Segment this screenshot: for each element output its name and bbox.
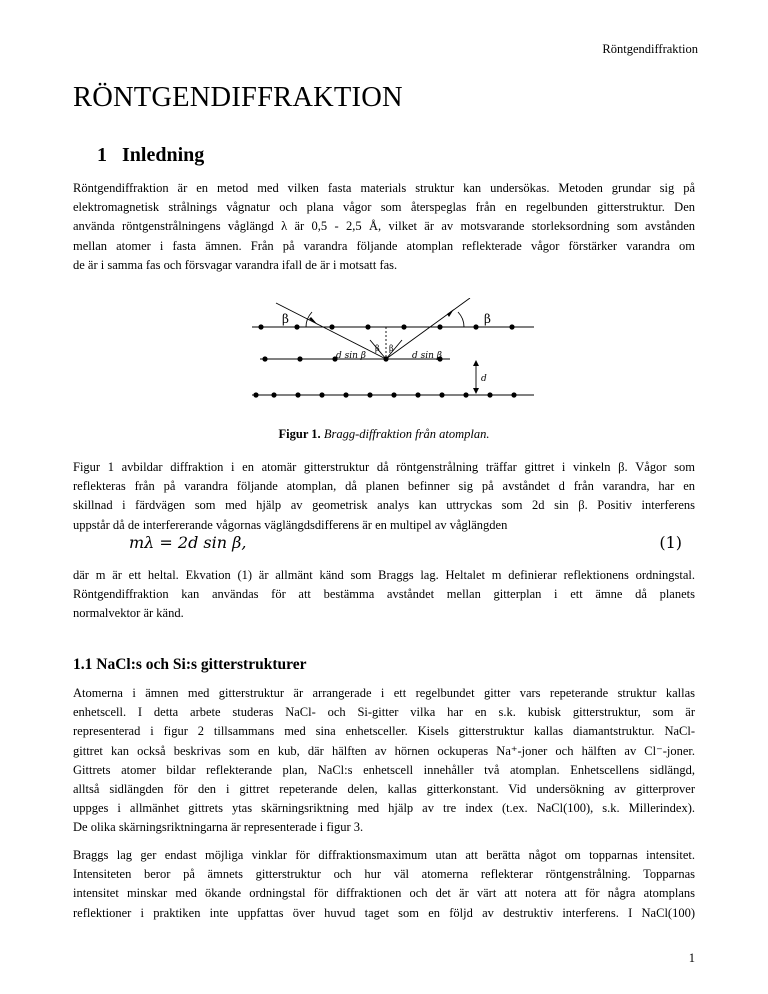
bragg-diffraction-figure	[244, 298, 534, 414]
section-heading-gitterstrukturer: 1.1 NaCl:s och Si:s gitterstrukturer	[73, 656, 307, 673]
section-heading-inledning: 1 Inledning	[97, 144, 205, 166]
text-line: Figur 1 avbildar diffraktion i en atomär gitterstruktur då röntgenstrålning träffar gittret i vinkeln β. Vågor som	[73, 460, 695, 474]
angle-arc-right	[458, 312, 464, 327]
text-line: använda röntgenstrålningens våglängd λ är 0,5 - 2,5 Å, vilket är av motsvarande storleksordning som avstånden	[73, 219, 695, 234]
text-line: enhetscell. I detta arbete studeras NaCl- och Si-gitter vilka har en s.k. kubisk gitterstruktur, som är	[73, 705, 695, 720]
d-sin-beta-label-left: d sin β	[336, 351, 366, 361]
document-title: RÖNTGENDIFFRAKTION	[73, 82, 403, 113]
text-line: skillnad i färdvägen som med hjälp av geometrisk analys kan uttryckas som 2d sin β. Positiv interferens	[73, 498, 695, 513]
page-number: 1	[688, 951, 695, 965]
paragraph-lattice-structure	[73, 684, 695, 838]
beta-label-left: β	[282, 312, 289, 326]
arrowhead-d-up	[473, 360, 479, 366]
text-line: Röntgendiffraktion kan användas för att bestämma avståndet mellan gitterplan i ett ämne då planets	[73, 587, 695, 602]
beta-label-right: β	[484, 312, 491, 326]
caption-label: Figur 1.	[278, 427, 321, 441]
paragraph-figure-description	[73, 458, 695, 535]
equation-number: (1)	[659, 533, 682, 552]
arrowhead-incident	[309, 317, 318, 325]
text-line: representerad i figur 2 tillsammans med sina enhetsceller. Kisels gitterstruktur kallas diamantstruktur. NaCl-	[73, 724, 695, 739]
bragg-equation: mλ = 2d sin β,	[129, 533, 247, 552]
text-line: alltså sidlängden för den i gittret repeterande delen, kallas gitterkonstant. Vid undersökning av gitterprover	[73, 782, 695, 797]
text-line: reflekteras från på varandra följande atomplan, då planen befinner sig på avståndet d från varandra, har en	[73, 479, 695, 494]
text-line: Atomerna i ämnen med gitterstruktur är arrangerade i ett regelbundet gitter vars repeterande struktur kallas	[73, 686, 695, 700]
caption-text: Bragg-diffraktion från atomplan.	[323, 427, 490, 441]
text-line: Braggs lag ger endast möjliga vinklar för diffraktionsmaximum utan att berätta något om topparnas intensitet.	[73, 848, 695, 862]
d-label: d	[481, 374, 487, 384]
figure-caption	[0, 427, 768, 442]
text-line: intensitet minskar med ökande ordningstal för diffraktionen och det är värt att notera att för några atomplans	[73, 886, 695, 901]
text-line: Gittrets atomer bildar reflekterande plan, NaCl:s enhetscell innehåller två atomplan. Enhetscellens sidlängd,	[73, 762, 695, 777]
incident-ray	[276, 303, 386, 359]
text-line: Intensiteten beror på ämnets gitterstruktur och hur väl atomerna reflekterar röntgenstrålning. Topparnas	[73, 867, 695, 882]
text-line: elektromagnetisk strålnings vågnatur och plana vågor som återspeglas från en regelbunden gitterstruktur. Den	[73, 200, 695, 215]
text-line: Röntgendiffraktion är en metod med vilken fasta materials struktur kan undersökas. Metoden grundar sig på	[73, 181, 695, 195]
text-line: de är i samma fas och försvagar varandra ifall de är i motsatt fas.	[73, 257, 398, 272]
paragraph-intensity	[73, 846, 695, 923]
beta-label-inner-left: β	[375, 344, 380, 353]
text-line: De olika skärningsriktningarna är representerade i figur 3.	[73, 820, 364, 835]
text-line: där m är ett heltal. Ekvation (1) är allmänt känd som Braggs lag. Heltalet m definierar reflektionens ordningstal.	[73, 568, 695, 582]
text-line: gittret kan också beskrivas som en kub, där hälften av hörnen ockuperas Na⁺-joner och hälften av Cl⁻-joner.	[73, 743, 695, 758]
text-line: uppges i allmänhet gittrets ytas skärningsriktning med hjälp av tre index (t.ex. NaCl(100), s.k. Millerindex).	[73, 801, 695, 816]
d-sin-beta-label-right: d sin β	[412, 351, 442, 361]
arrowhead-d-down	[473, 388, 479, 394]
paragraph-intro	[73, 179, 695, 275]
arrowhead-reflected	[447, 309, 454, 317]
text-line: normalvektor är känd.	[73, 606, 184, 621]
text-line: uppstår då de interfererande vågornas väglängdsdifferens är en multipel av våglängden	[73, 517, 508, 532]
text-line: mellan atomer i fasta ämnen. Från på varandra följande atomplan reflekterade vågor förstärker varandra om	[73, 238, 695, 253]
reflected-ray	[386, 298, 470, 359]
running-header: Röntgendiffraktion	[602, 42, 698, 56]
text-line: reflektioner i praktiken inte uppfattas över huvud taget som en följd av destruktiv interferens. I NaCl(100)	[73, 905, 695, 920]
beta-label-inner-right: β	[389, 344, 394, 353]
paragraph-bragg-law	[73, 566, 695, 624]
